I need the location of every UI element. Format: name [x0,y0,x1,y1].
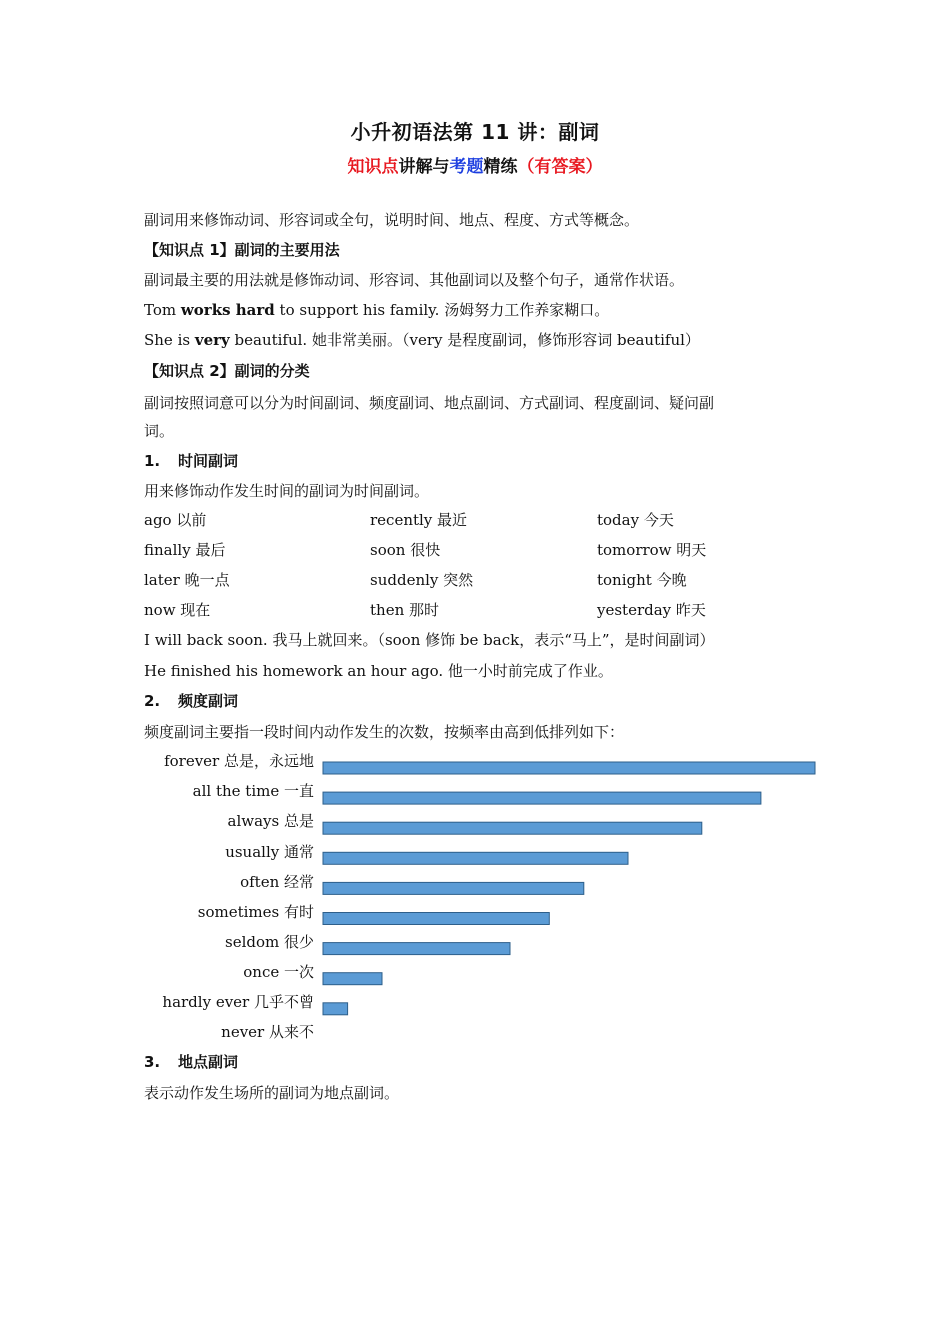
chart-category-label: seldom 很少 [225,933,314,951]
chart-category-label: forever 总是，永远地 [164,752,314,770]
section-3-heading [144,1052,238,1072]
example-text: beautiful. 她非常美丽。（very 是程度副词，修饰形容词 beautiful） [229,331,700,349]
kp1-example-2 [144,330,700,350]
time-word: tonight 今晚 [597,571,687,589]
section-1-example-2: He finished his homework an hour ago. 他一小时前完成了作业。 [144,662,613,680]
chart-bar [323,943,510,955]
time-word: then 那时 [370,601,439,619]
kp1-heading: 【知识点 1】副词的主要用法 [144,241,340,259]
example-bold-text: very [194,331,230,349]
chart-bar [323,762,815,774]
section-title: 地点副词 [178,1053,239,1071]
example-text: to support his family. 汤姆努力工作养家糊口。 [274,301,610,319]
section-1-description: 用来修饰动作发生时间的副词为时间副词。 [144,482,430,500]
chart-category-label: once 一次 [243,963,314,981]
chart-bar [323,852,628,864]
chart-category-label: usually 通常 [225,843,314,861]
chart-category-label: never 从来不 [221,1023,314,1041]
kp1-description: 副词最主要的用法就是修饰动词、形容词、其他副词以及整个句子，通常作状语。 [144,271,685,289]
time-word: today 今天 [597,511,674,529]
section-number: 3. [144,1053,161,1071]
subtitle-part-answers: （有答案） [517,157,603,177]
time-word: soon 很快 [370,541,441,559]
time-word: later 晚一点 [144,571,230,589]
time-word: now 现在 [144,601,211,619]
chart-category-label: often 经常 [240,873,314,891]
section-2-heading [144,691,238,711]
section-number: 1. [144,452,161,470]
section-3-description: 表示动作发生场所的副词为地点副词。 [144,1084,400,1102]
kp2-description-line-2: 词。 [144,422,175,440]
subtitle-part-exam: 考题 [449,157,484,177]
chart-bar [323,822,702,834]
intro-paragraph: 副词用来修饰动词、形容词或全句，说明时间、地点、程度、方式等概念。 [144,211,640,229]
section-title: 频度副词 [178,692,239,710]
time-word: ago 以前 [144,511,207,529]
section-title: 时间副词 [178,452,239,470]
time-word: yesterday 昨天 [597,601,706,619]
example-text: She is [144,331,195,349]
subtitle-part-practice: 精练 [483,157,518,177]
chart-bar [323,973,382,985]
chart-category-label: all the time 一直 [192,782,314,800]
section-2-description: 频度副词主要指一段时间内动作发生的次数，按频率由高到低排列如下： [144,723,625,741]
time-word: finally 最后 [144,541,226,559]
section-number: 2. [144,692,161,710]
page-title: 小升初语法第 11 讲：副词 [350,120,600,144]
section-1-example-1: I will back soon. 我马上就回来。（soon 修饰 be back，表示“马上”，是时间副词） [144,631,715,649]
chart-category-label: hardly ever 几乎不曾 [162,993,314,1011]
chart-category-label: sometimes 有时 [197,903,314,921]
chart-category-label: always 总是 [227,812,314,830]
subtitle-part-knowledge: 知识点 [347,157,399,177]
chart-bar [323,882,584,894]
example-bold-text: works hard [180,301,275,319]
kp1-example-1 [144,300,609,320]
section-1-heading [144,451,238,471]
chart-bar [323,792,761,804]
kp2-heading: 【知识点 2】副词的分类 [144,362,310,380]
time-word: recently 最近 [370,511,468,529]
chart-bar [323,913,549,925]
kp2-description-line-1: 副词按照词意可以分为时间副词、频度副词、地点副词、方式副词、程度副词、疑问副 [144,394,715,412]
example-text: Tom [144,301,181,319]
page-subtitle [0,152,950,177]
time-word: suddenly 突然 [370,571,474,589]
subtitle-part-explain: 讲解与 [398,157,450,177]
chart-bar [323,1003,348,1015]
time-word: tomorrow 明天 [597,541,707,559]
